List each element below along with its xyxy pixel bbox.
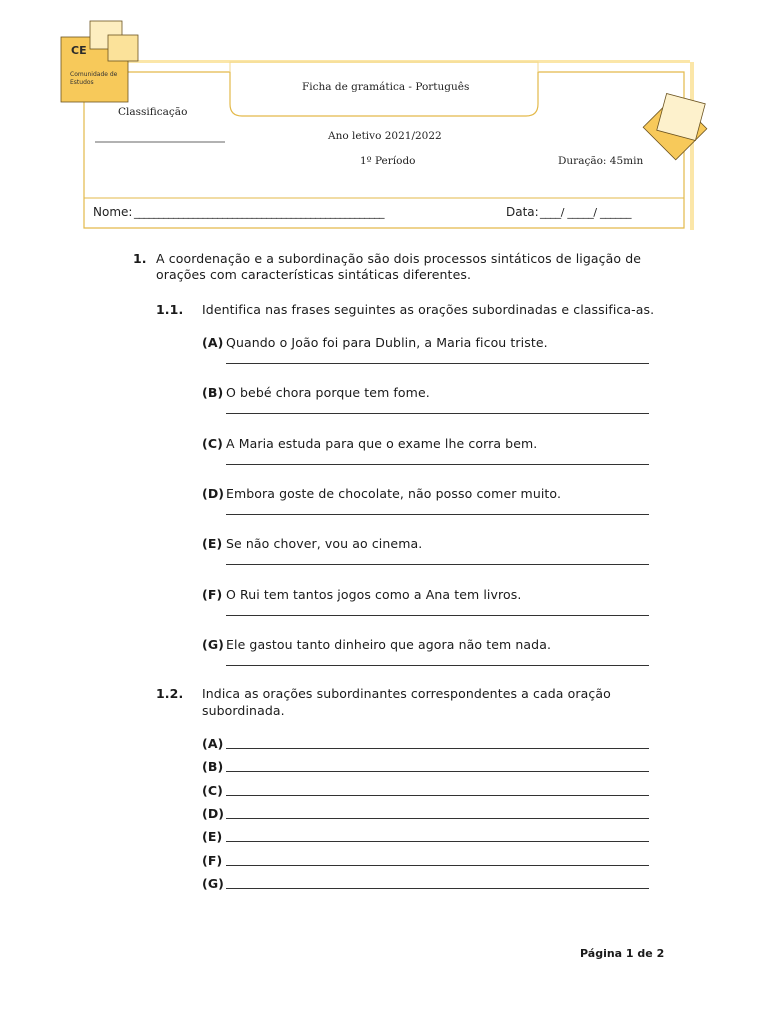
header-border xyxy=(84,72,684,228)
answer-letter: (A) xyxy=(202,736,224,751)
header-tab-edge xyxy=(230,62,538,72)
question-1-number: 1. xyxy=(133,251,147,266)
answer-line[interactable] xyxy=(226,615,649,616)
item-letter: (A) xyxy=(202,335,224,350)
decorative-squares xyxy=(643,93,707,159)
header-frame xyxy=(0,0,768,240)
answer-line[interactable] xyxy=(226,818,649,819)
document-title: Ficha de gramática - Português xyxy=(302,81,470,93)
question-1-1-instruction: Identifica nas frases seguintes as orações subordinadas e classifica-as. xyxy=(202,302,655,317)
item-letter: (D) xyxy=(202,486,225,501)
question-1-2-instruction-line2: subordinada. xyxy=(202,703,285,718)
duration: Duração: 45min xyxy=(558,155,644,167)
answer-letter: (C) xyxy=(202,783,223,798)
answer-line[interactable] xyxy=(226,564,649,565)
question-1-text-line1: A coordenação e a subordinação são dois processos sintáticos de ligação de xyxy=(156,251,642,266)
item-sentence: Ele gastou tanto dinheiro que agora não tem nada. xyxy=(226,637,552,652)
answer-line[interactable] xyxy=(226,514,649,515)
page-number: Página 1 de 2 xyxy=(580,947,665,960)
answer-line[interactable] xyxy=(226,795,649,796)
answer-line[interactable] xyxy=(226,363,649,364)
item-letter: (F) xyxy=(202,587,223,602)
answer-letter: (B) xyxy=(202,759,224,774)
school-year: Ano letivo 2021/2022 xyxy=(328,130,442,142)
name-label: Nome: xyxy=(93,205,133,219)
answer-line[interactable] xyxy=(226,413,649,414)
date-label: Data: xyxy=(506,205,539,219)
answer-line[interactable] xyxy=(226,748,649,749)
item-letter: (G) xyxy=(202,637,224,652)
item-sentence: Quando o João foi para Dublin, a Maria ficou triste. xyxy=(226,335,548,350)
answer-line[interactable] xyxy=(226,888,649,889)
answer-line[interactable] xyxy=(226,665,649,666)
item-sentence: O bebé chora porque tem fome. xyxy=(226,385,430,400)
item-sentence: Embora goste de chocolate, não posso comer muito. xyxy=(226,486,562,501)
answer-line[interactable] xyxy=(226,841,649,842)
answer-letter: (G) xyxy=(202,876,224,891)
question-1-1-number: 1.1. xyxy=(156,302,184,317)
answer-line[interactable] xyxy=(226,464,649,465)
question-1-2-number: 1.2. xyxy=(156,686,184,701)
date-field[interactable]: ____/ _____/ ______ xyxy=(540,206,632,219)
item-sentence: O Rui tem tantos jogos como a Ana tem livros. xyxy=(226,587,522,602)
item-letter: (C) xyxy=(202,436,223,451)
question-1-2-instruction-line1: Indica as orações subordinantes correspondentes a cada oração xyxy=(202,686,611,701)
question-1-text-line2: orações com características sintáticas diferentes. xyxy=(156,267,472,282)
item-letter: (E) xyxy=(202,536,223,551)
item-sentence: A Maria estuda para que o exame lhe corra bem. xyxy=(226,436,538,451)
header-shadow-right xyxy=(690,62,694,230)
item-letter: (B) xyxy=(202,385,224,400)
item-sentence: Se não chover, vou ao cinema. xyxy=(226,536,423,551)
answer-line[interactable] xyxy=(226,865,649,866)
period: 1º Período xyxy=(360,155,416,167)
logo-abbreviation: CE xyxy=(71,44,87,57)
logo-square-right xyxy=(108,35,138,61)
logo-name: Comunidade de Estudos xyxy=(70,71,118,86)
answer-letter: (D) xyxy=(202,806,225,821)
answer-letter: (F) xyxy=(202,853,223,868)
answer-line[interactable] xyxy=(226,771,649,772)
classification-label: Classificação xyxy=(118,106,188,118)
answer-letter: (E) xyxy=(202,829,223,844)
name-field[interactable]: ___________________________________________________ xyxy=(134,206,384,219)
